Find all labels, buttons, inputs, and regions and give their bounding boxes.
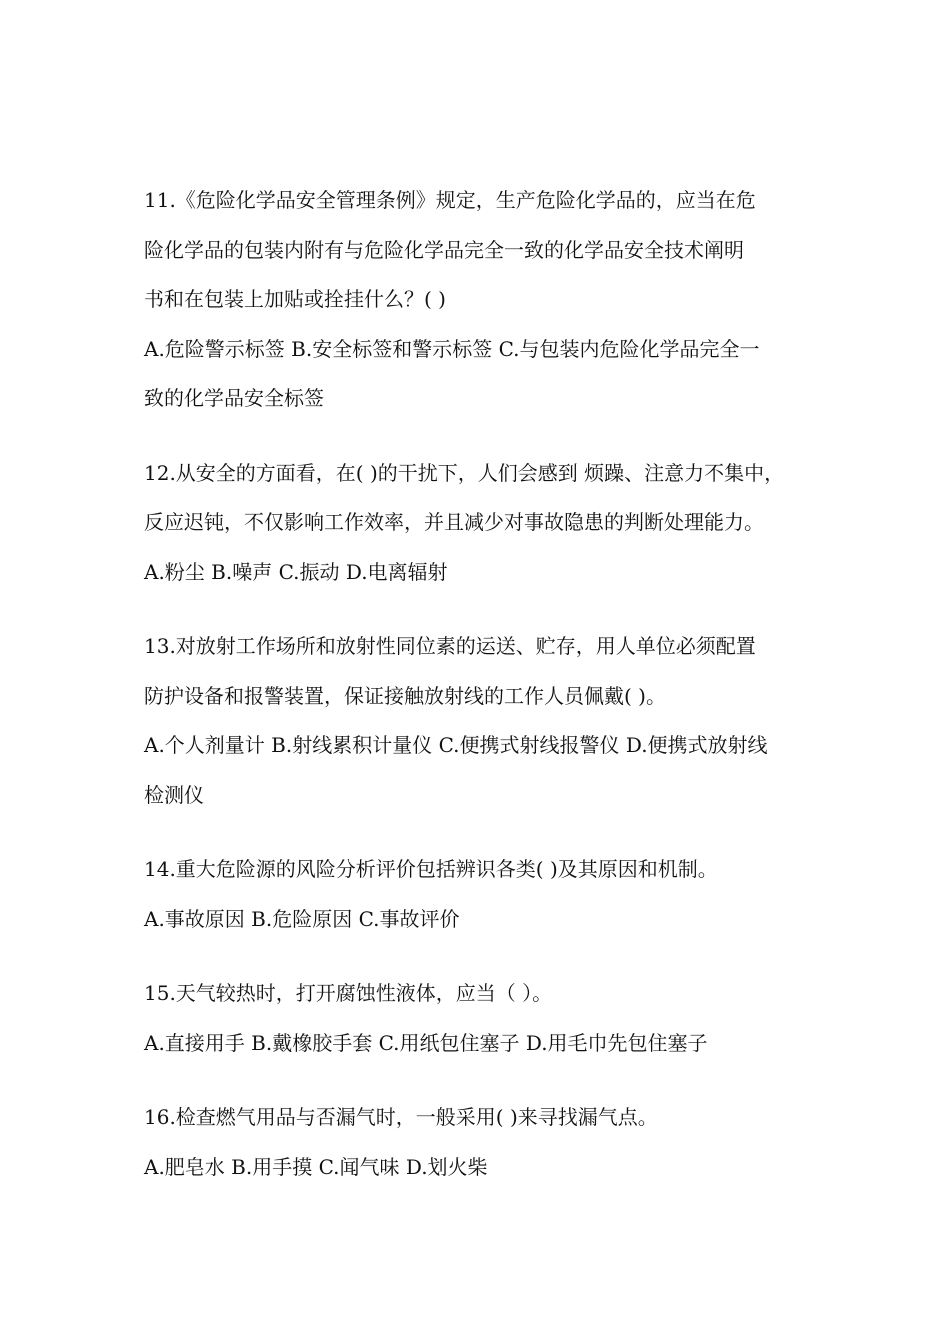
answer-options-line: A.肥皂水 B.用手摸 C.闻气味 D.划火柴 [144,1154,488,1179]
question-13 [144,622,814,820]
question-16 [144,1093,814,1192]
question-text-line: 14.重大危险源的风险分析评价包括辨识各类( )及其原因和机制。 [144,857,718,881]
answer-options-line: A.个人剂量计 B.射线累积计量仪 C.便携式射线报警仪 D.便携式放射线 [144,733,768,757]
answer-options-line: A.危险警示标签 B.安全标签和警示标签 C.与包装内危险化学品完全一 [144,336,760,361]
question-text-line: 险化学品的包装内附有与危险化学品完全一致的化学品安全技术阐明 [144,237,744,262]
question-11 [144,176,814,424]
question-text-line: 16.检查燃气用品与否漏气时，一般采用( )来寻找漏气点。 [144,1105,658,1129]
question-text-line: 书和在包装上加贴或拴挂什么？( ) [144,287,446,311]
question-12 [144,449,814,598]
question-text-line: 15.天气较热时，打开腐蚀性液体，应当（ ）。 [144,981,553,1005]
question-14 [144,845,814,944]
question-text-line: 11.《危险化学品安全管理条例》规定，生产危险化学品的，应当在危 [144,188,756,212]
question-text-line: 12.从安全的方面看，在( )的干扰下，人们会感到 烦躁、注意力不集中， [144,460,785,485]
question-text-line: 反应迟钝，不仅影响工作效率，并且减少对事故隐患的判断处理能力。 [144,510,764,534]
question-list [144,176,814,1217]
question-text-line: 13.对放射工作场所和放射性同位素的运送、贮存，用人单位必须配置 [144,634,756,658]
question-text-line: 防护设备和报警装置，保证接触放射线的工作人员佩戴( )。 [144,683,666,708]
answer-options-line: A.事故原因 B.危险原因 C.事故评价 [144,906,460,931]
question-15 [144,969,814,1068]
answer-options-line: 致的化学品安全标签 [144,386,324,410]
answer-options-line: A.粉尘 B.噪声 C.振动 D.电离辐射 [144,559,448,584]
answer-options-line: 检测仪 [144,782,204,807]
answer-options-line: A.直接用手 B.戴橡胶手套 C.用纸包住塞子 D.用毛巾先包住塞子 [144,1030,708,1055]
